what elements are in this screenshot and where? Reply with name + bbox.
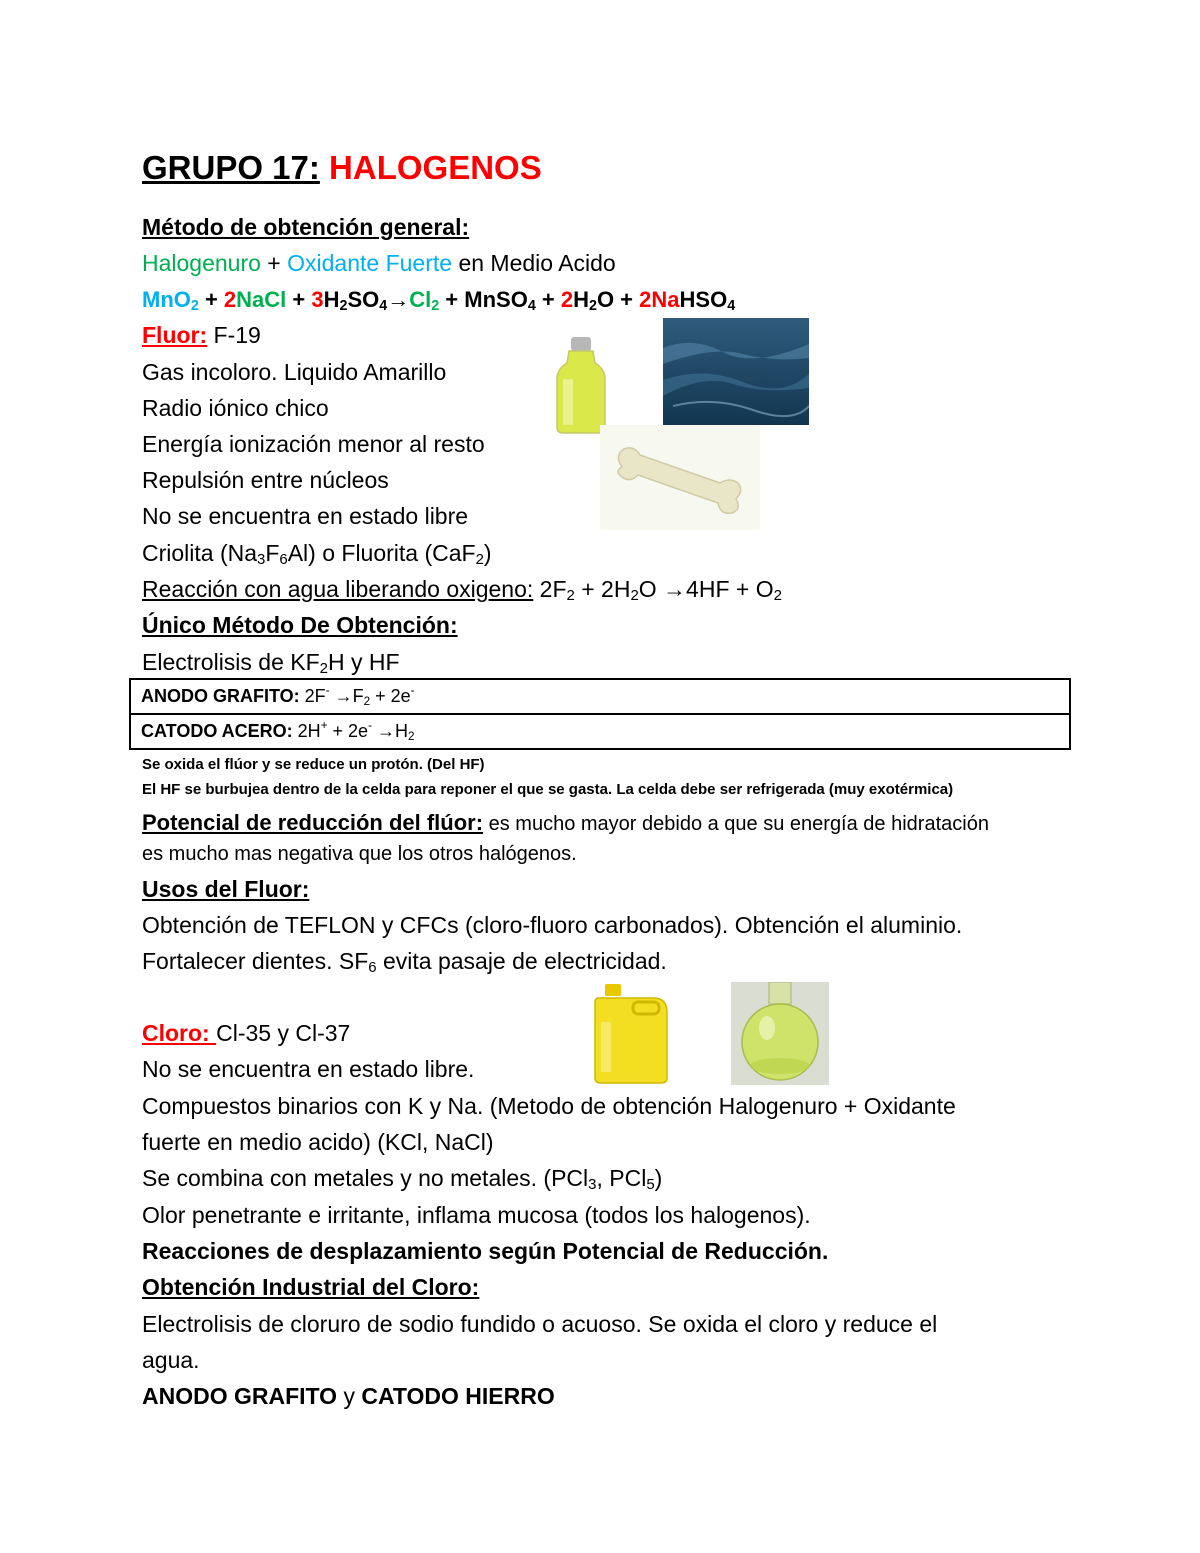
plus-sign: + [260, 250, 288, 276]
fluor-line: Energía ionización menor al resto [142, 431, 485, 457]
electrolysis-line: Electrolisis de $KF_2H$ y HF [142, 649, 400, 677]
water-waves-image [663, 318, 809, 425]
potential-line-2: es mucho mas negativa que los otros halógenos. [142, 843, 577, 865]
eq-mno2: MnO$_2$ [142, 287, 199, 314]
electrode-table [129, 678, 1071, 750]
note-bubbling: El HF se burbujea dentro de la celda para reponer el que se gasta. La celda debe ser refrigerada (muy exotérmica) [142, 781, 954, 798]
oxidante-word: Oxidante Fuerte [287, 250, 453, 276]
yellow-bottle-image [555, 335, 607, 435]
title-name: HALOGENOS [329, 149, 542, 186]
arrow-icon: → [387, 287, 410, 312]
anode-cell: ANODO GRAFITO: $2F^- \to F_2 + 2e^-$ [130, 679, 1070, 714]
eq-cl2: $Cl_2$ [409, 287, 440, 314]
eq-na: Na [651, 287, 680, 312]
cloro-line: No se encuentra en estado libre. [142, 1056, 475, 1082]
unique-method-heading: Único Método De Obtención: [142, 612, 458, 638]
halogenuro-word: Halogenuro [142, 250, 261, 276]
uses-heading: Usos del Fluor: [142, 876, 310, 902]
eq-mnso4: MnSO$_4$ [464, 287, 536, 314]
cathode-cell: CATODO ACERO: $2H^+ + 2e^- \to H_2$ [130, 714, 1070, 749]
fluor-line: No se encuentra en estado libre [142, 503, 469, 529]
bone-image [600, 425, 760, 530]
fluor-water-reaction: Reacción con agua liberando oxigeno: $2F_2 + 2H_2O \to 4HF + O_2$ [142, 576, 782, 604]
table-row [130, 714, 1070, 749]
cloro-line: agua. [142, 1347, 200, 1373]
title-prefix: GRUPO 17: [142, 149, 320, 186]
cloro-line: Electrolisis de cloruro de sodio fundido o acuoso. Se oxida el cloro y reduce el [142, 1311, 938, 1337]
arrow-icon: → [376, 721, 395, 741]
general-rest: en Medio Acido [452, 250, 616, 276]
uses-line-1: Obtención de TEFLON y CFCs (cloro-fluoro carbonados). Obtención el aluminio. [142, 912, 963, 938]
potential-line-1: Potencial de reducción del flúor: es mucho mayor debido a que su energía de hidratación [142, 810, 989, 835]
cloro-line: fuerte en medio acido) (KCl, NaCl) [142, 1129, 494, 1155]
fluor-heading [142, 320, 261, 350]
eq-h2so4: $H_2SO_4$ [323, 287, 388, 314]
chlorine-flask-image [731, 982, 829, 1085]
displacement-line: Reacciones de desplazamiento según Potencial de Reducción. [142, 1238, 829, 1264]
fluor-label: Fluor: [142, 322, 208, 348]
arrow-icon: → [663, 576, 687, 602]
fluor-line: Radio iónico chico [142, 395, 329, 421]
electrodes-line: ANODO GRAFITO y CATODO HIERRO [142, 1383, 555, 1409]
uses-line-2: Fortalecer dientes. $SF_6$ evita pasaje de electricidad. [142, 948, 667, 976]
note-oxidation: Se oxida el flúor y se reduce un protón. (Del HF) [142, 756, 485, 773]
eq-h2o: $H_2O$ [573, 287, 615, 314]
fluor-line: Repulsión entre núcleos [142, 467, 389, 493]
arrow-icon: → [334, 686, 353, 706]
table-row [130, 679, 1070, 714]
general-equation: MnO$_2$ + 2NaCl + $3H_2SO_4\to Cl_2$ + MnSO$_4$ + $2H_2O$ + 2NaHSO$_4$ [142, 287, 736, 314]
general-method-heading: Método de obtención general: [142, 214, 470, 240]
fluor-isotope: F-19 [207, 322, 261, 348]
cloro-line: Se combina con metales y no metales. (PCl$_3$, PCl$_5$) [142, 1165, 663, 1193]
fluor-minerals: Criolita $(Na_3F_6Al)$ o Fluorita (CaF$_2$) [142, 540, 492, 568]
general-method-line [142, 248, 616, 278]
page-title [142, 148, 542, 188]
eq-hso4: $HSO_4$ [679, 287, 736, 314]
industrial-heading: Obtención Industrial del Cloro: [142, 1274, 480, 1300]
eq-nacl: NaCl [236, 287, 287, 312]
fluor-line: Gas incoloro. Liquido Amarillo [142, 359, 447, 385]
cloro-line: Olor penetrante e irritante, inflama mucosa (todos los halogenos). [142, 1202, 811, 1228]
cloro-line: Compuestos binarios con K y Na. (Metodo de obtención Halogenuro + Oxidante [142, 1093, 956, 1119]
yellow-jerrycan-image [593, 982, 673, 1085]
cloro-heading: Cloro: Cl-35 y Cl-37 [142, 1020, 351, 1046]
